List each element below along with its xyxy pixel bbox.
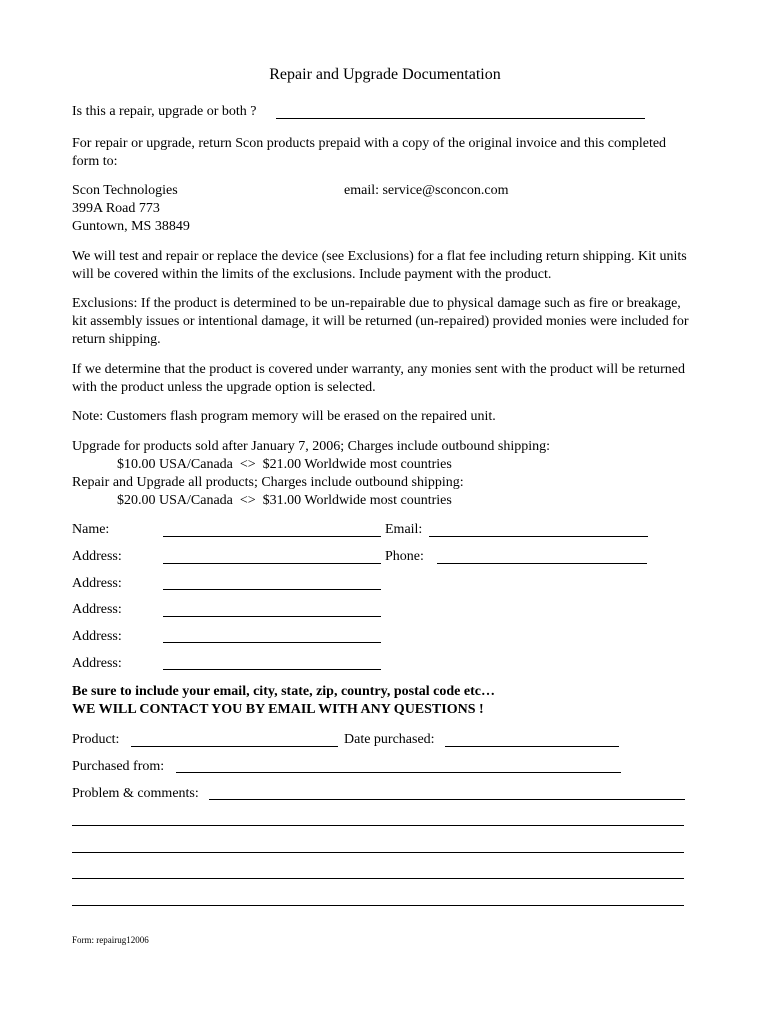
date-purchased-field[interactable] xyxy=(445,746,619,747)
repair-price: $20.00 USA/Canada <> $31.00 Worldwide most countries xyxy=(117,493,452,508)
address-field-3[interactable] xyxy=(163,616,381,617)
city-address: Guntown, MS 38849 xyxy=(72,219,190,234)
product-label: Product: xyxy=(72,732,120,747)
address-field-1[interactable] xyxy=(163,563,381,564)
problem-comments-field[interactable] xyxy=(209,799,685,800)
problem-comments-label: Problem & comments: xyxy=(72,786,199,801)
purchased-from-label: Purchased from: xyxy=(72,759,165,774)
address-field-4[interactable] xyxy=(163,642,381,643)
repair-type-field[interactable] xyxy=(276,118,645,119)
address-label-5: Address: xyxy=(72,656,122,671)
address-label-3: Address: xyxy=(72,602,122,617)
notice-line-1: Be sure to include your email, city, state, zip, country, postal code etc… xyxy=(72,684,495,699)
comments-line-4[interactable] xyxy=(72,905,684,906)
contact-email: email: service@sconcon.com xyxy=(344,183,509,198)
email-field[interactable] xyxy=(429,536,648,537)
comments-line-2[interactable] xyxy=(72,852,684,853)
form-footer-code: Form: repairug12006 xyxy=(72,935,149,945)
comments-line-1[interactable] xyxy=(72,825,684,826)
phone-label: Phone: xyxy=(385,549,424,564)
instructions-paragraph: For repair or upgrade, return Scon products prepaid with a copy of the original invoice and this completed form to: xyxy=(72,136,667,169)
upgrade-heading: Upgrade for products sold after January 7, 2006; Charges include outbound shipping: xyxy=(72,439,550,454)
name-label: Name: xyxy=(72,522,110,537)
note-paragraph: Note: Customers flash program memory will be erased on the repaired unit. xyxy=(72,409,496,424)
exclusions-paragraph: Exclusions: If the product is determined to be un-repairable due to physical damage such as fire or breakage, kit assembly issues or intentional damage, it will be returned (un-repaired) provided monies were included for return shipping. xyxy=(72,296,689,347)
name-field[interactable] xyxy=(163,536,381,537)
phone-field[interactable] xyxy=(437,563,647,564)
address-field-2[interactable] xyxy=(163,589,381,590)
comments-line-3[interactable] xyxy=(72,878,684,879)
repair-type-question xyxy=(72,103,257,121)
purchased-from-field[interactable] xyxy=(176,772,621,773)
date-purchased-label: Date purchased: xyxy=(344,732,435,747)
notice-line-2: WE WILL CONTACT YOU BY EMAIL WITH ANY QUESTIONS ! xyxy=(72,702,484,717)
page-title: Repair and Upgrade Documentation xyxy=(269,66,501,83)
product-field[interactable] xyxy=(131,746,338,747)
test-repair-paragraph: We will test and repair or replace the device (see Exclusions) for a flat fee including return shipping. Kit units will be covered within the limits of the exclusions. Include payment with the product. xyxy=(72,249,687,282)
email-label: Email: xyxy=(385,522,423,537)
repair-type-label: Is this a repair, upgrade or both ? xyxy=(72,104,257,119)
address-field-5[interactable] xyxy=(163,669,381,670)
warranty-paragraph: If we determine that the product is covered under warranty, any monies sent with the product will be returned with the product unless the upgrade option is selected. xyxy=(72,362,685,395)
repair-heading: Repair and Upgrade all products; Charges include outbound shipping: xyxy=(72,475,464,490)
upgrade-price: $10.00 USA/Canada <> $21.00 Worldwide most countries xyxy=(117,457,452,472)
street-address: 399A Road 773 xyxy=(72,201,160,216)
address-label-1: Address: xyxy=(72,549,122,564)
address-label-4: Address: xyxy=(72,629,122,644)
company-name: Scon Technologies xyxy=(72,183,178,198)
address-label-2: Address: xyxy=(72,576,122,591)
